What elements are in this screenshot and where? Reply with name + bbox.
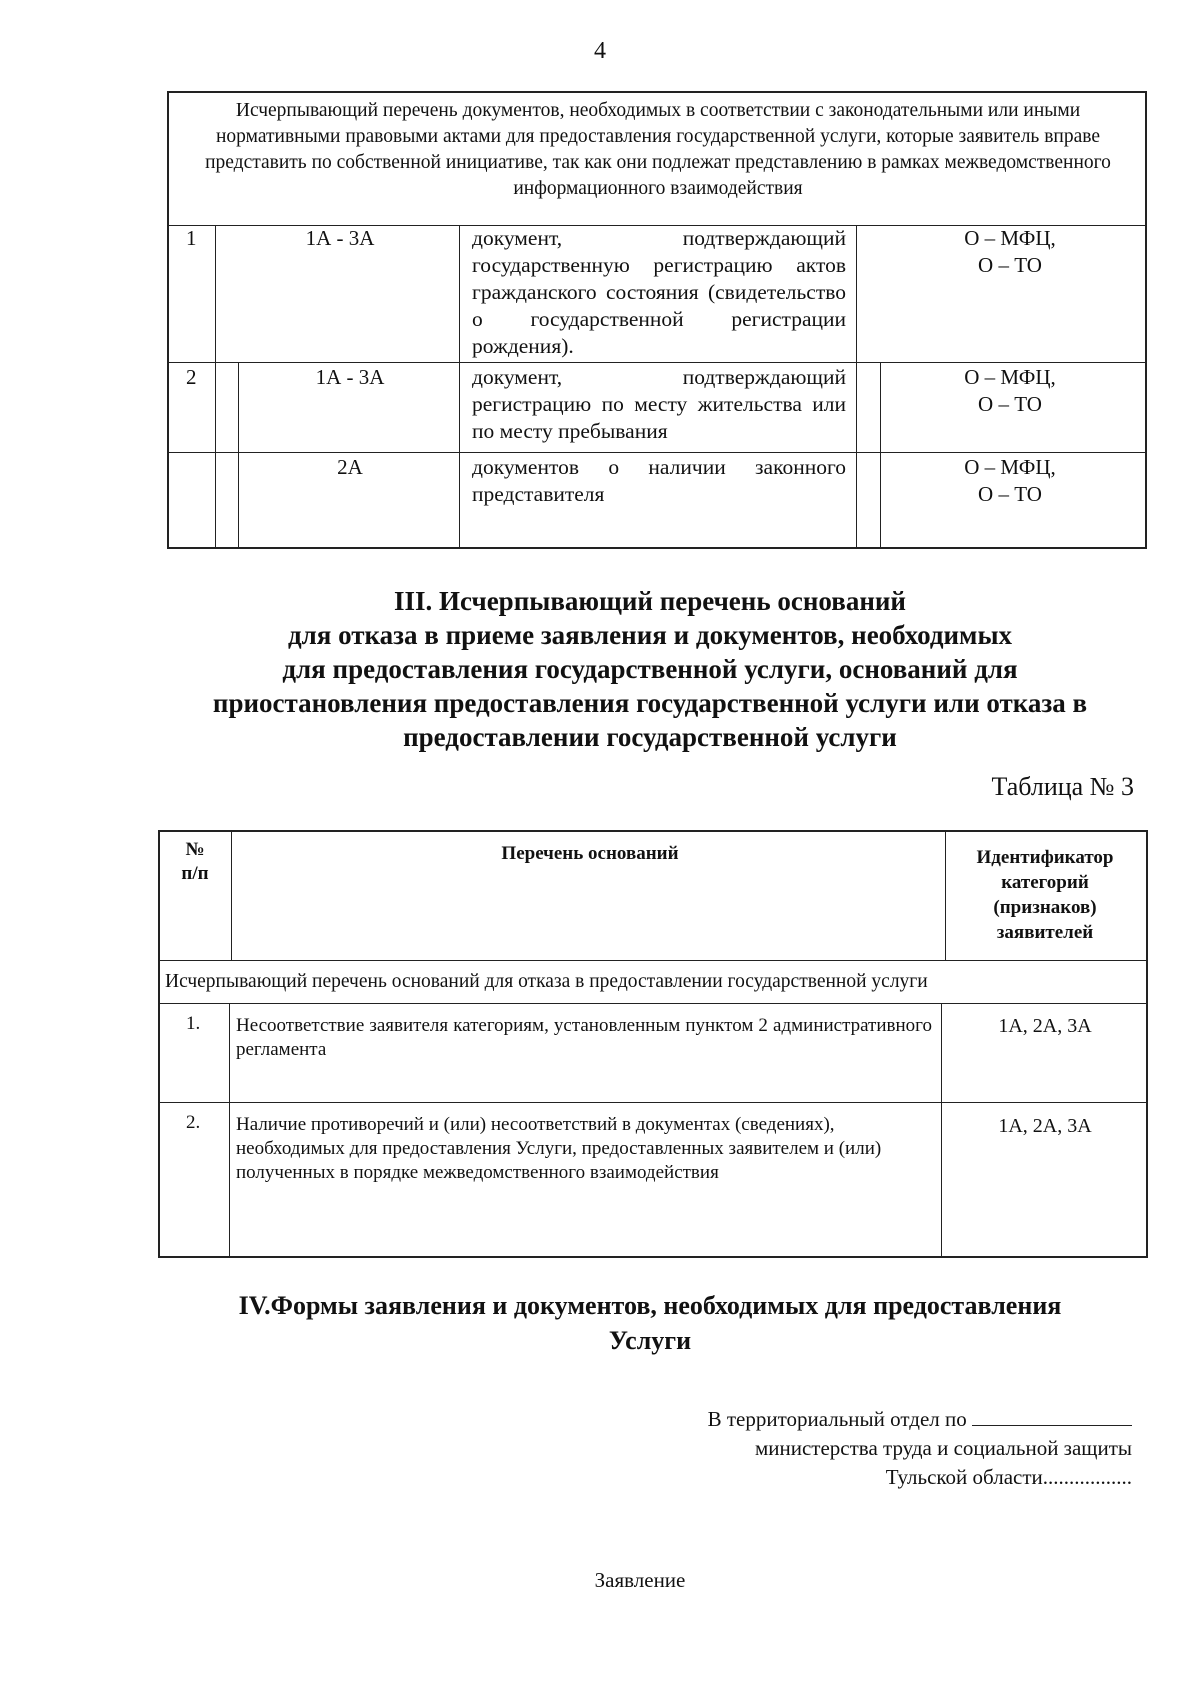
table-line	[231, 830, 232, 960]
submission-method-line: О – ТО	[978, 482, 1042, 506]
applicant-id: 1А - 3А	[305, 226, 375, 250]
table-line	[941, 1003, 942, 1258]
addressee-line: Тульской области.................	[885, 1465, 1132, 1489]
refusal-reason: Несоответствие заявителя категориям, установленным пунктом 2 административного регламента	[236, 1015, 932, 1060]
section-4-title	[150, 1288, 1150, 1358]
document-description: документ, подтверждающий регистрацию по месту жительства или по месту пребывания	[472, 365, 846, 443]
section-3-title	[150, 584, 1150, 754]
table-line	[945, 830, 946, 960]
section-title-line: III. Исчерпывающий перечень оснований	[394, 586, 906, 616]
column-header-reasons: Перечень оснований	[501, 843, 679, 864]
addressee-line: министерства труда и социальной защиты	[754, 1436, 1132, 1460]
row-number: 1.	[186, 1013, 201, 1034]
submission-method-line: О – МФЦ,	[964, 455, 1056, 479]
applicant-categories: 1А, 2А, 3А	[998, 1115, 1092, 1137]
column-header-identifier	[950, 845, 1140, 945]
row-number: 2	[186, 365, 197, 389]
section-title-line: предоставлении государственной услуги	[403, 722, 897, 752]
column-header-number	[170, 838, 220, 886]
submission-method-line: О – МФЦ,	[964, 365, 1056, 389]
submission-method	[890, 454, 1130, 508]
applicant-categories: 1А, 2А, 3А	[998, 1015, 1092, 1037]
table-line	[158, 1102, 1148, 1103]
table-line	[880, 362, 881, 549]
addressee-text: В территориальный отдел по	[707, 1407, 967, 1431]
table-line	[167, 362, 1147, 363]
table-line	[167, 452, 1147, 453]
table-line	[856, 225, 857, 549]
submission-method-line: О – ТО	[978, 392, 1042, 416]
table-line	[158, 960, 1148, 961]
submission-method-line: О – ТО	[978, 253, 1042, 277]
header-line: Идентификатор	[976, 847, 1114, 868]
section-title-line: приостановления предоставления государственной услуги или отказа в	[212, 688, 1088, 718]
addressee-line	[532, 1405, 1132, 1434]
applicant-id: 1А - 3А	[315, 365, 385, 389]
fill-in-blank	[972, 1407, 1132, 1426]
refusal-reason: Наличие противоречий и (или) несоответствий в документах (сведениях), необходимых для предоставления Услуги, предоставленных заявителем и (или) полученных в порядке межведомственного взаимодействия	[236, 1114, 882, 1183]
table-line	[229, 1003, 230, 1258]
table-line	[215, 225, 216, 549]
table-line	[459, 225, 460, 549]
application-title: Заявление	[594, 1568, 686, 1592]
section-title-line: для предоставления государственной услуги, оснований для	[282, 654, 1018, 684]
document-description: документов о наличии законного представителя	[472, 455, 846, 506]
header-line: категорий	[1001, 872, 1089, 893]
page-number: 4	[594, 38, 606, 64]
header-line: заявителей	[996, 922, 1094, 943]
addressee-block	[532, 1405, 1132, 1492]
row-number: 2.	[186, 1112, 201, 1133]
applicant-id: 2А	[337, 455, 363, 479]
submission-method-line: О – МФЦ,	[964, 226, 1056, 250]
section-title-line: IV.Формы заявления и документов, необходимых для предоставления	[238, 1291, 1062, 1320]
header-line: (признаков)	[993, 897, 1097, 918]
document-description: документ, подтверждающий государственную регистрацию актов гражданского состояния (свидетельство о государственной регистрации рождения).	[472, 226, 846, 358]
table-line	[158, 1003, 1148, 1004]
section-title-line: Услуги	[608, 1326, 692, 1355]
section-title-line: для отказа в приеме заявления и документов, необходимых	[287, 620, 1013, 650]
table-label: Таблица № 3	[991, 772, 1134, 801]
submission-method	[890, 225, 1130, 279]
table-subheader: Исчерпывающий перечень оснований для отказа в предоставлении государственной услуги	[165, 971, 928, 992]
submission-method	[890, 364, 1130, 418]
table-line	[238, 362, 239, 549]
header-line: №	[185, 839, 205, 860]
header-line: п/п	[181, 863, 209, 884]
row-number: 1	[186, 226, 197, 250]
documents-table-header: Исчерпывающий перечень документов, необходимых в соответствии с законодательными или иными нормативными правовыми актами для предоставления государственной услуги, которые заявитель вправе представить по собственной инициативе, так как они подлежат представлению в рамках межведомственного информационного взаимодействия	[205, 100, 1111, 199]
